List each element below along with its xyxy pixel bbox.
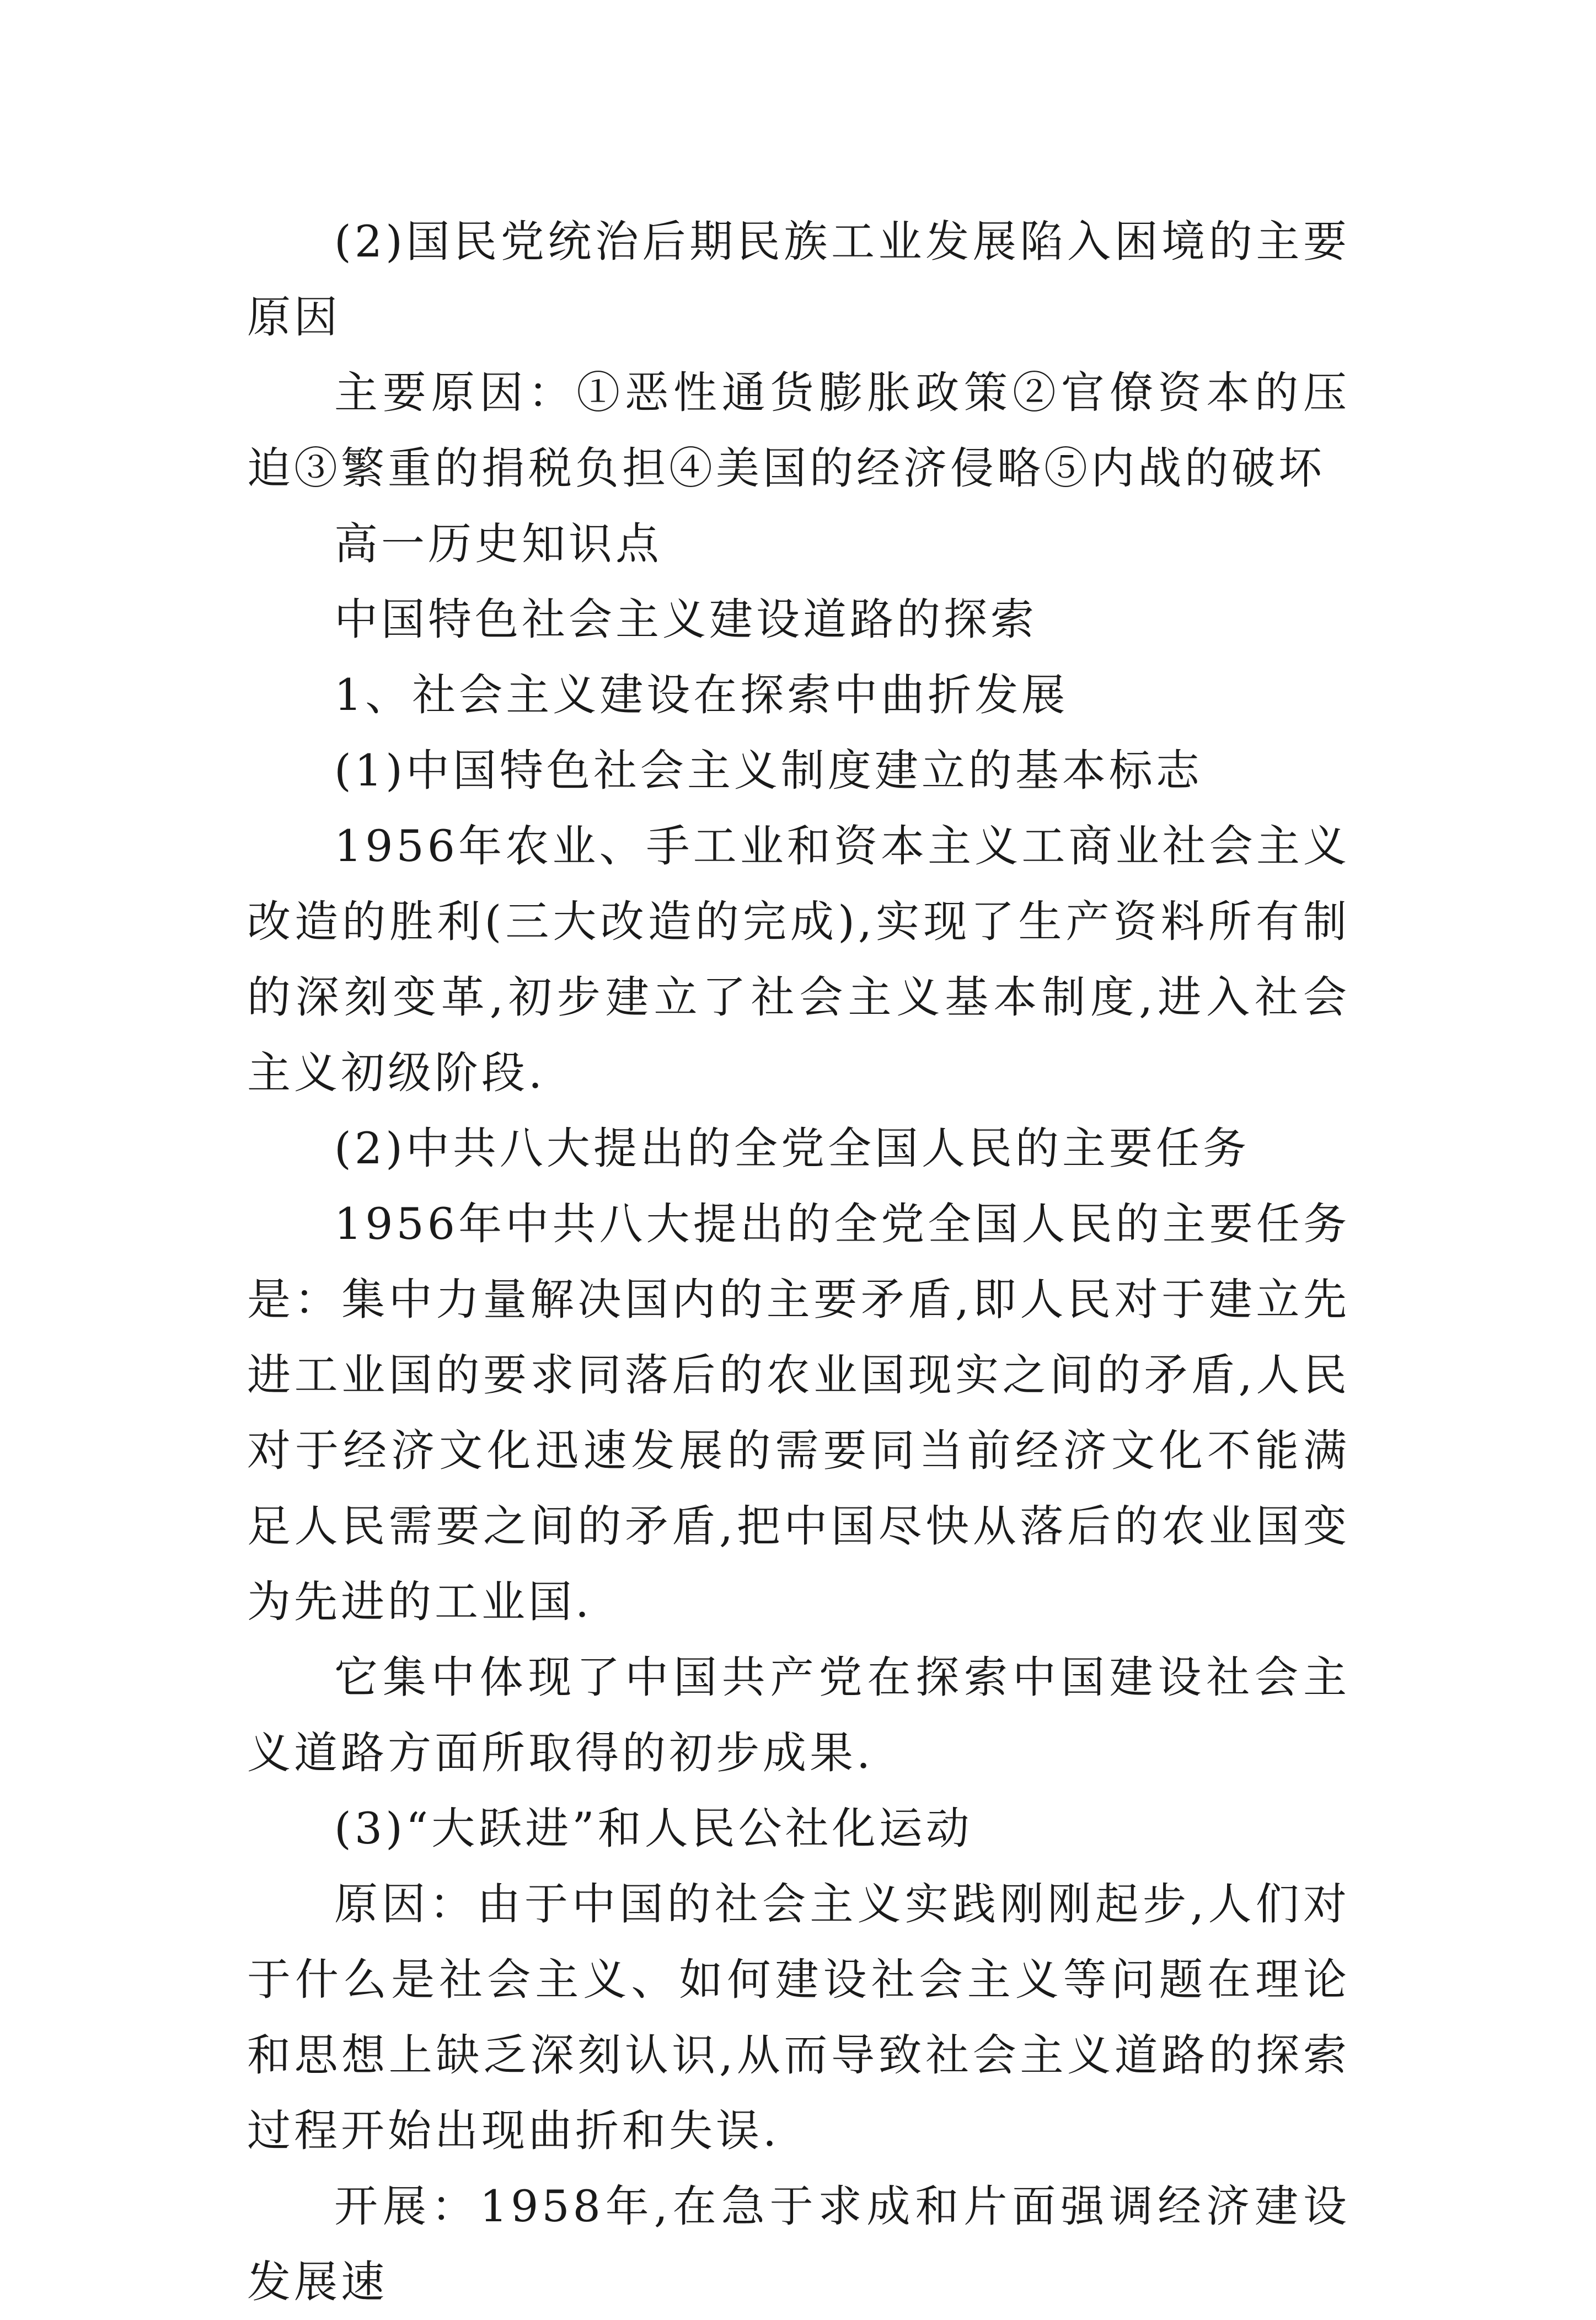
paragraph-main-reasons: 主要原因：①恶性通货膨胀政策②官僚资本的压迫③繁重的捐税负担④美国的经济侵略⑤内战的破坏	[247, 367, 1350, 494]
paragraph-reason-heading: (2)国民党统治后期民族工业发展陷入困境的主要原因	[247, 216, 1350, 343]
paragraph-topic-title: 中国特色社会主义建设道路的探索	[334, 594, 1037, 645]
paragraph-point-3-heading: (3)“大跃进”和人民公社化运动	[334, 1803, 973, 1854]
paragraph-point-2-heading: (2)中共八大提出的全党全国人民的主要任务	[334, 1123, 1250, 1174]
paragraph-section-title: 高一历史知识点	[334, 518, 662, 569]
paragraph-point-3-process: 开展：1958年,在急于求成和片面强调经济建设发展速	[247, 2181, 1350, 2307]
document-body	[247, 204, 1350, 2320]
paragraph-point-2-body: 1956年中共八大提出的全党全国人民的主要任务是：集中力量解决国内的主要矛盾,即人民对于建立先进工业国的要求同落后的农业国现实之间的矛盾,人民对于经济文化迅速发展的需要同当前经济文化不能满足人民需要之间的矛盾,把中国尽快从落后的农业国变为先进的工业国.	[247, 1199, 1350, 1627]
paragraph-point-3-cause: 原因：由于中国的社会主义实践刚刚起步,人们对于什么是社会主义、如何建设社会主义等问题在理论和思想上缺乏深刻认识,从而导致社会主义道路的探索过程开始出现曲折和失误.	[247, 1879, 1350, 2156]
paragraph-subtopic-1: 1、社会主义建设在探索中曲折发展	[334, 670, 1069, 720]
paragraph-point-1-heading: (1)中国特色社会主义制度建立的基本标志	[334, 745, 1203, 796]
paragraph-point-1-body: 1956年农业、手工业和资本主义工商业社会主义改造的胜利(三大改造的完成),实现了生产资料所有制的深刻变革,初步建立了社会主义基本制度,进入社会主义初级阶段.	[247, 821, 1350, 1098]
paragraph-point-2-significance: 它集中体现了中国共产党在探索中国建设社会主义道路方面所取得的初步成果.	[247, 1652, 1350, 1778]
